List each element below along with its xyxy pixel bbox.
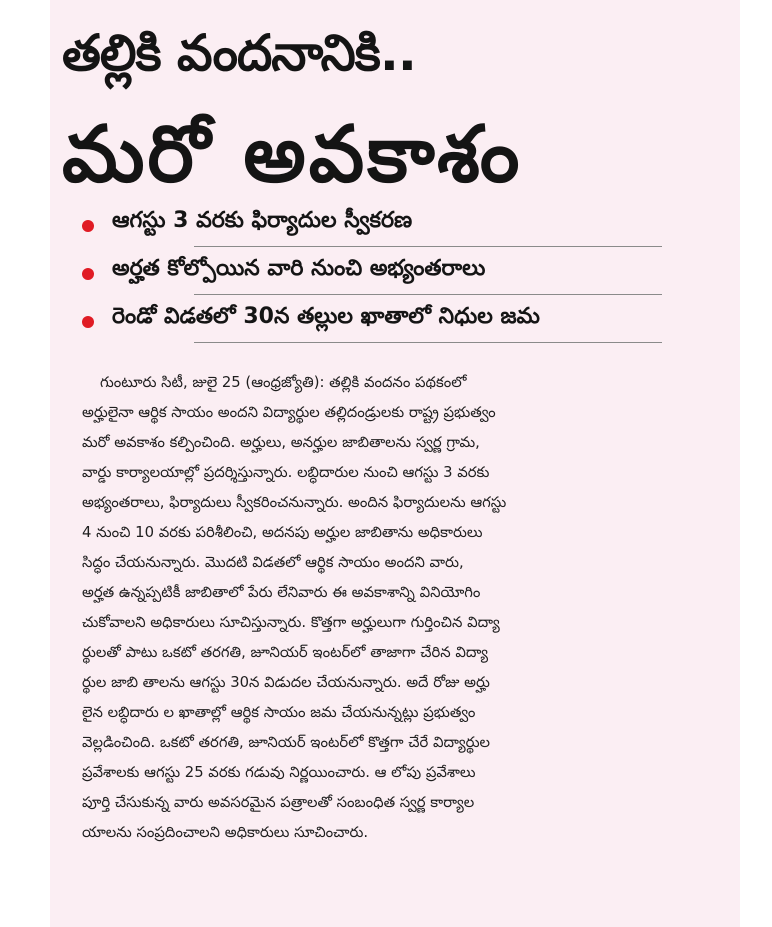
article-line: ర్థుల జాబి తాలను ఆగస్టు 30న విడుదల చేయనున్నారు. అదే రోజు అర్హు (82, 674, 490, 691)
article-line: అర్హులైనా ఆర్థిక సాయం అందని విద్యార్థుల తల్లిదండ్రులకు రాష్ట్ర ప్రభుత్వం (82, 404, 496, 421)
subheadline-text: ఆగస్టు 3 వరకు ఫిర్యాదుల స్వీకరణ (112, 208, 413, 233)
article-line: చుకోవాలని అధికారులు సూచిస్తున్నారు. కొత్తగా అర్హులుగా గుర్తించిన విద్యా (82, 614, 500, 631)
subheadline-text: అర్హత కోల్పోయిన వారి నుంచి అభ్యంతరాలు (112, 256, 486, 281)
red-bullet-icon (82, 220, 94, 232)
divider (194, 342, 662, 343)
article-line: పూర్తి చేసుకున్న వారు అవసరమైన పత్రాలతో సంబంధిత స్వర్ణ కార్యాల (82, 794, 475, 811)
subheadline-text: రెండో విడతలో 30న తల్లుల ఖాతాలో నిధుల జమ (112, 304, 540, 329)
article-line: 4 నుంచి 10 వరకు పరిశీలించి, అదనపు అర్హుల జాబితాను అధికారులు (82, 524, 483, 541)
red-bullet-icon (82, 268, 94, 280)
article-line: గుంటూరు సిటీ, జులై 25 (ఆంధ్రజ్యోతి): తల్లికి వందనం పథకంలో (100, 374, 467, 391)
headline-line-1: తల్లికి వందనానికి.. (62, 24, 416, 82)
divider (194, 246, 662, 247)
subheadline-list (82, 208, 662, 352)
subheadline-item (82, 256, 662, 304)
article-line: వార్డు కార్యాలయాల్లో ప్రదర్శిస్తున్నారు. లబ్ధిదారుల నుంచి ఆగస్టు 3 వరకు (82, 464, 490, 481)
article-line: మరో అవకాశం కల్పించింది. అర్హులు, అనర్హుల జాబితాలను స్వర్ణ గ్రామ, (82, 434, 480, 451)
article-line: అభ్యంతరాలు, ఫిర్యాదులు స్వీకరించనున్నారు. అందిన ఫిర్యాదులను ఆగస్టు (82, 494, 507, 511)
article-line: యాలను సంప్రదించాలని అధికారులు సూచించారు. (82, 824, 369, 841)
subheadline-item (82, 208, 662, 256)
article-line: ప్రవేశాలకు ఆగస్టు 25 వరకు గడువు నిర్ణయించారు. ఆ లోపు ప్రవేశాలు (82, 764, 476, 781)
article-body (82, 368, 708, 848)
subheadline-item (82, 304, 662, 352)
article-line: లైన లబ్ధిదారు ల ఖాతాల్లో ఆర్థిక సాయం జమ చేయనున్నట్లు ప్రభుత్వం (82, 704, 476, 721)
article-line: ర్థులతో పాటు ఒకటో తరగతి, జూనియర్ ఇంటర్‌లో తాజాగా చేరిన విద్యా (82, 644, 489, 661)
divider (194, 294, 662, 295)
article-line: అర్హత ఉన్నప్పటికీ జాబితాలో పేరు లేనివారు ఈ అవకాశాన్ని వినియోగిం (82, 584, 481, 601)
article-line: సిద్ధం చేయనున్నారు. మొదటి విడతలో ఆర్థిక సాయం అందని వారు, (82, 554, 464, 571)
red-bullet-icon (82, 316, 94, 328)
headline-line-2: మరో అవకాశం (62, 110, 523, 200)
article-line: వెల్లడించింది. ఒకటో తరగతి, జూనియర్ ఇంటర్‌లో కొత్తగా చేరే విద్యార్థుల (82, 734, 491, 751)
